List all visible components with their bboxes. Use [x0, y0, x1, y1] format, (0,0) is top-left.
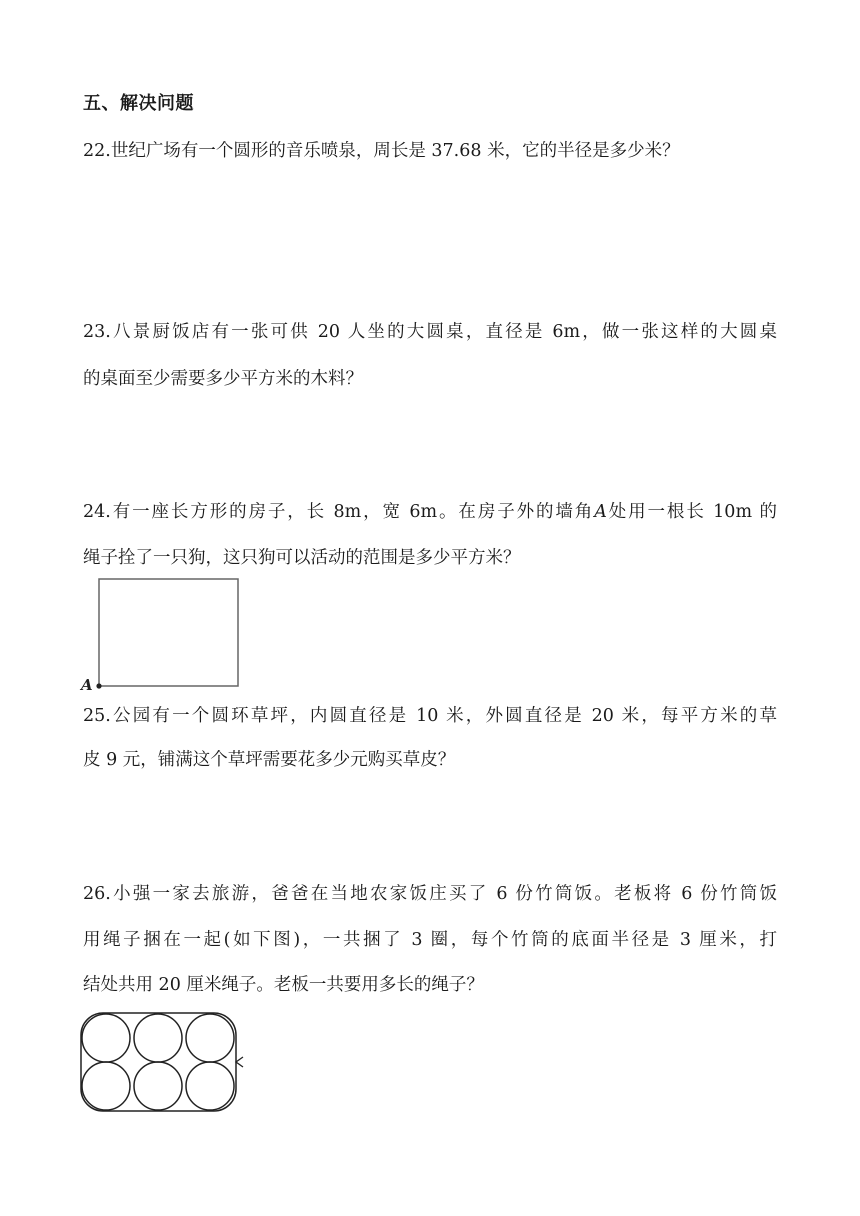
question-24-line-1 [83, 500, 777, 524]
question-text-part: 处用一根长 10m 的 [606, 502, 777, 522]
bamboo-tubes-figure [78, 1010, 248, 1115]
tube-circle [134, 1062, 182, 1110]
question-23-line-1 [83, 320, 777, 344]
question-24-line-2: 绳子拴了一只狗，这只狗可以活动的范围是多少平方米？ [83, 548, 521, 568]
rope-knot [236, 1057, 243, 1067]
question-number: 25. [83, 706, 111, 726]
tube-circle [82, 1062, 130, 1110]
question-text-line: 小强一家去旅游，爸爸在当地农家饭庄买了 6 份竹筒饭。老板将 6 份竹筒饭 [110, 884, 777, 904]
question-text-line: 八景厨饭店有一张可供 20 人坐的大圆桌，直径是 6m，做一张这样的大圆桌 [110, 322, 777, 342]
tube-circle [134, 1014, 182, 1062]
corner-label: A [81, 676, 93, 694]
tube-circle [82, 1014, 130, 1062]
question-text-line: 公园有一个圆环草坪，内圆直径是 10 米，外圆直径是 20 米，每平方米的草 [110, 706, 777, 726]
corner-point [96, 683, 101, 688]
question-text-part: 有一座长方形的房子，长 8m，宽 6m。在房子外的墙角 [110, 502, 595, 522]
house-rectangle-figure [78, 576, 248, 696]
question-number: 23. [83, 322, 111, 342]
section-title: 五、解决问题 [83, 93, 194, 114]
question-number: 26. [83, 884, 111, 904]
question-26-line-2: 用绳子捆在一起(如下图)，一共捆了 3 圈，每个竹筒的底面半径是 3 厘米，打 [83, 930, 777, 950]
tube-circle [186, 1062, 234, 1110]
question-25-line-1 [83, 704, 777, 728]
question-25-line-2: 皮 9 元，铺满这个草坪需要花多少元购买草皮？ [83, 750, 456, 770]
question-23-line-2: 的桌面至少需要多少平方米的木料？ [83, 369, 363, 389]
question-26-line-1 [83, 882, 777, 906]
question-22 [83, 139, 680, 163]
question-26-line-3: 结处共用 20 厘米绳子。老板一共要用多长的绳子？ [83, 975, 484, 995]
question-text-line: 世纪广场有一个圆形的音乐喷泉，周长是 37.68 米，它的半径是多少米？ [110, 141, 680, 161]
question-number: 22. [83, 141, 111, 161]
tube-circle [186, 1014, 234, 1062]
corner-label-inline: A [594, 502, 607, 522]
house-rectangle [99, 579, 238, 686]
question-number: 24. [83, 502, 111, 522]
